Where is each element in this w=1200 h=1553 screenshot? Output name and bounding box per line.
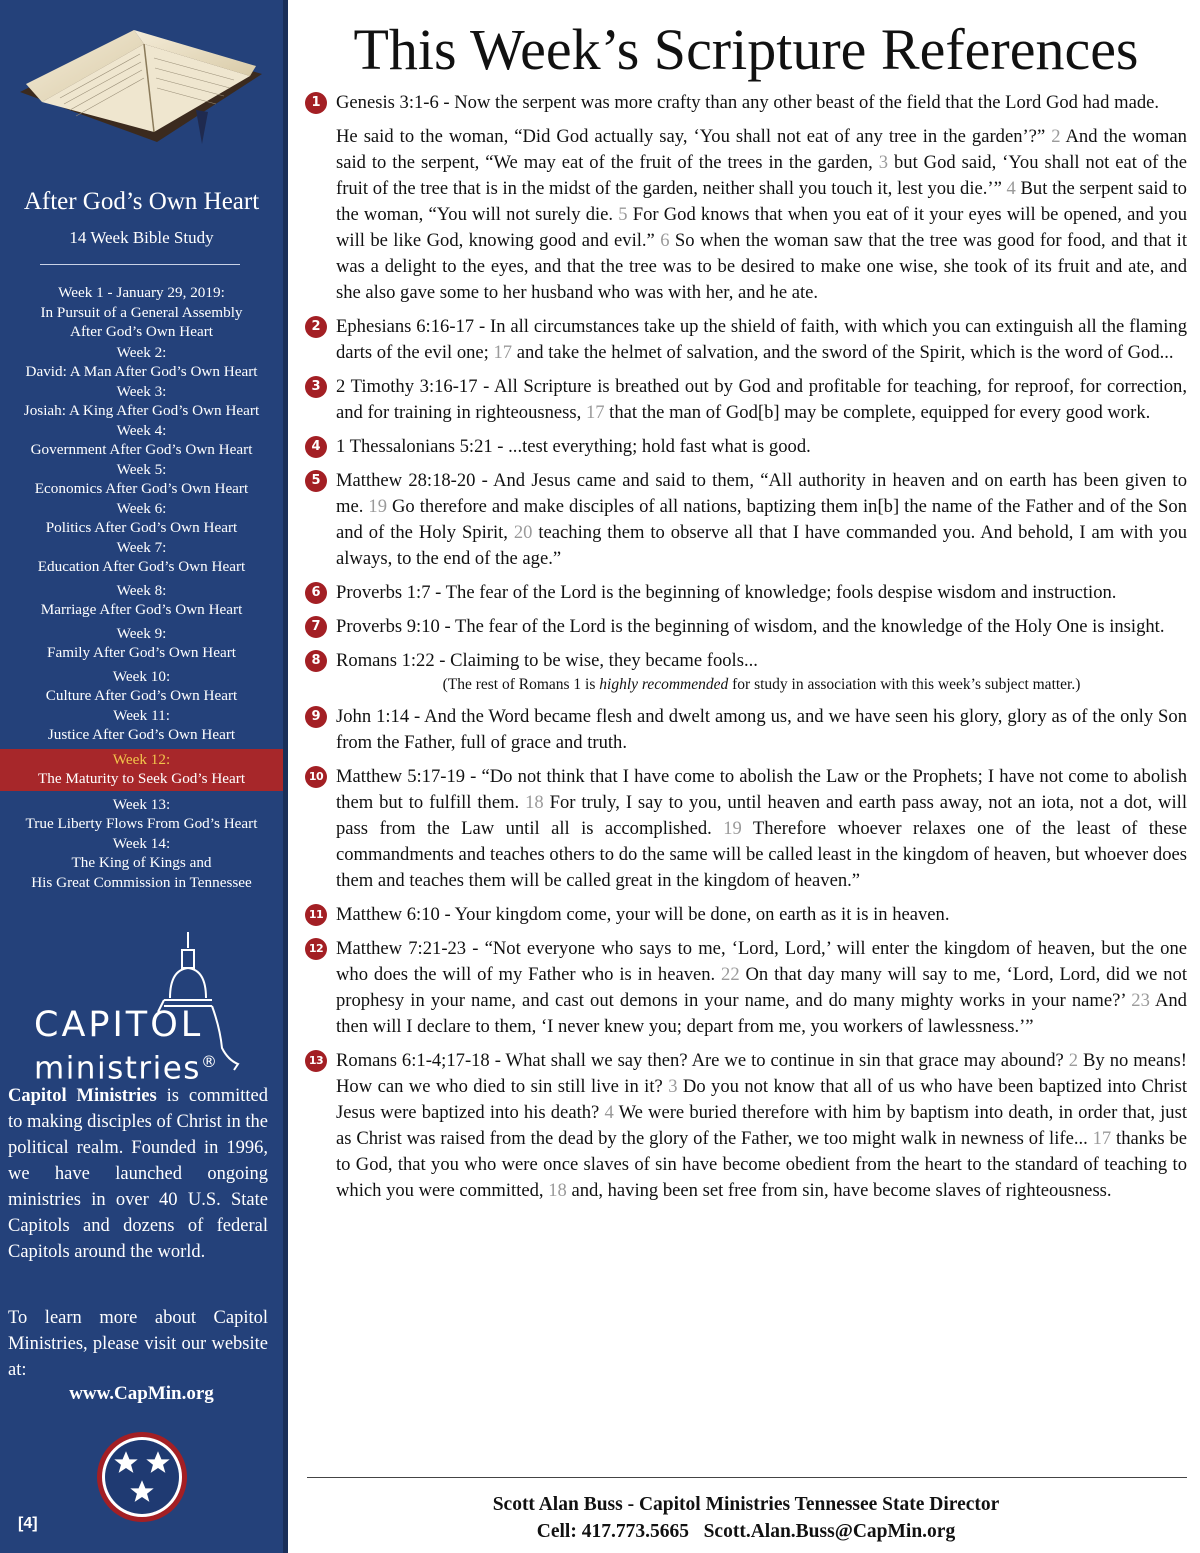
week-label: Week 7: bbox=[116, 538, 167, 556]
week-item[interactable] bbox=[0, 421, 283, 460]
week-item[interactable] bbox=[0, 706, 283, 745]
week-title: True Liberty Flows From God’s Heart bbox=[25, 815, 258, 832]
reference-text bbox=[336, 648, 1187, 674]
verse-text: John 1:14 - And the Word became flesh and dwelt among us, and we have seen his glory, glory as of the only Son from the Father, full of grace and truth. bbox=[336, 706, 1187, 753]
week-title: Education After God’s Own Heart bbox=[37, 558, 246, 575]
reference-number-badge: 13 bbox=[305, 1050, 327, 1072]
verse-number: 17 bbox=[1092, 1128, 1112, 1149]
logo-line1: CAPITOL bbox=[34, 1005, 204, 1045]
verse-text: Therefore whoever relaxes one of the least of these commandments and teaches others to do the same will be called least in the kingdom of heaven, but whoever does them and teaches them will be called great in the kingdom of heaven.” bbox=[336, 818, 1187, 891]
week-title: Josiah: A King After God’s Own Heart bbox=[23, 402, 260, 419]
sidebar-divider bbox=[40, 264, 240, 265]
sidebar bbox=[0, 0, 283, 1553]
week-label: Week 12: bbox=[112, 750, 171, 768]
verse-number: 23 bbox=[1131, 990, 1150, 1011]
week-label: Week 3: bbox=[116, 382, 167, 400]
scripture-reference bbox=[305, 468, 1187, 572]
page-title: This Week’s Scripture References bbox=[353, 17, 1139, 82]
footer-divider bbox=[307, 1477, 1187, 1478]
week-list bbox=[0, 283, 283, 892]
verse-text: 2 Timothy 3:16-17 - All Scripture is breathed out by God and profitable for teaching, for reproof, for correction, and for training in righteousness, bbox=[336, 376, 1187, 423]
week-title: The Maturity to Seek God’s Heart bbox=[37, 770, 246, 787]
logo-line2-text: ministries bbox=[34, 1050, 201, 1087]
ministry-description-text: is committed to making disciples of Christ in the political realm. Founded in 1996, we have launched ongoing ministries in over 40 U.S. State Capitols and dozens of federal Capitols around the world. bbox=[8, 1086, 269, 1262]
week-label: Week 14: bbox=[112, 834, 171, 852]
scripture-reference bbox=[305, 902, 1187, 928]
week-item[interactable] bbox=[0, 834, 283, 893]
week-item[interactable] bbox=[0, 382, 283, 421]
reference-number-badge: 3 bbox=[305, 376, 327, 398]
week-item[interactable] bbox=[0, 460, 283, 499]
note-text: for study in association with this week’s subject matter.) bbox=[728, 676, 1081, 693]
verse-number: 22 bbox=[721, 964, 740, 985]
verse-text: Do you not know that all of us who have been baptized into Christ Jesus were baptized into his death? bbox=[336, 1076, 1187, 1123]
week-item[interactable] bbox=[0, 343, 283, 382]
verse-text: Ephesians 6:16-17 - In all circumstances take up the shield of faith, with which you can extinguish all the flaming darts of the evil one; bbox=[336, 316, 1187, 363]
week-title: The King of Kings and bbox=[71, 854, 212, 871]
scripture-reference bbox=[305, 764, 1187, 894]
reference-text bbox=[336, 614, 1187, 640]
logo-line2 bbox=[34, 1044, 254, 1086]
verse-number: 3 bbox=[878, 152, 889, 173]
reference-text bbox=[336, 764, 1187, 894]
week-item[interactable] bbox=[0, 624, 283, 663]
verse-text: Matthew 6:10 - Your kingdom come, your will be done, on earth as it is in heaven. bbox=[336, 904, 950, 925]
verse-text: But the serpent said to the woman, “You will not surely die. bbox=[336, 178, 1187, 225]
verse-text: For God knows that when you eat of it your eyes will be opened, and you will be like God, knowing good and evil.” bbox=[336, 204, 1187, 251]
reference-text bbox=[336, 90, 1187, 116]
reference-text bbox=[336, 704, 1187, 756]
reference-text bbox=[336, 374, 1187, 426]
verse-text: And then will I declare to them, ‘I never knew you; depart from me, you workers of lawlessness.’” bbox=[336, 990, 1187, 1037]
verse-text: Go therefore and make disciples of all nations, baptizing them in[b] the name of the Father and of the Son and of the Holy Spirit, bbox=[336, 496, 1187, 543]
week-title: Culture After God’s Own Heart bbox=[45, 687, 238, 704]
note-emphasis: highly recommended bbox=[599, 676, 729, 693]
page-number: [4] bbox=[18, 1515, 38, 1532]
week-title: Government After God’s Own Heart bbox=[30, 441, 253, 458]
verse-text: thanks be to God, that you who were once slaves of sin have become obedient from the heart to the standard of teaching to which you were committed, bbox=[336, 1128, 1187, 1201]
scripture-reference-list bbox=[305, 90, 1187, 1212]
verse-number: 17 bbox=[493, 342, 513, 363]
week-title: In Pursuit of a General Assembly bbox=[40, 303, 243, 321]
week-title: David: A Man After God’s Own Heart bbox=[25, 363, 258, 380]
verse-text: and take the helmet of salvation, and the sword of the Spirit, which is the word of God... bbox=[512, 342, 1174, 363]
verse-text: Matthew 28:18-20 - And Jesus came and said to them, “All authority in heaven and on earth has been given to me. bbox=[336, 470, 1187, 517]
week-item[interactable] bbox=[0, 581, 283, 620]
ministry-description bbox=[8, 1083, 268, 1265]
capitol-ministries-logo bbox=[34, 1006, 254, 1086]
study-note bbox=[336, 674, 1187, 696]
reference-number-badge: 2 bbox=[305, 316, 327, 338]
reference-number-badge: 12 bbox=[305, 938, 327, 960]
week-label: Week 11: bbox=[113, 706, 170, 724]
verse-number: 2 bbox=[1068, 1050, 1079, 1071]
scripture-reference bbox=[305, 90, 1187, 306]
week-label: Week 2: bbox=[116, 343, 167, 361]
reference-text bbox=[336, 902, 1187, 928]
reference-number-badge: 8 bbox=[305, 650, 327, 672]
reference-number-badge: 4 bbox=[305, 436, 327, 458]
reference-number-badge: 10 bbox=[305, 766, 327, 788]
verse-number: 6 bbox=[660, 230, 670, 251]
reference-text bbox=[336, 936, 1187, 1040]
contact-footer bbox=[305, 1491, 1187, 1545]
week-label: Week 1 - January 29, 2019: bbox=[58, 284, 225, 301]
week-label: Week 10: bbox=[112, 667, 171, 685]
verse-number: 2 bbox=[1051, 126, 1061, 147]
week-label: Week 9: bbox=[116, 624, 167, 642]
reference-text bbox=[336, 1048, 1187, 1204]
verse-text: So when the woman saw that the tree was good for food, and that it was a delight to the eyes, and that the tree was to be desired to make one wise, she took of its fruit and ate, and she also gave some to her husband who was with her, and he ate. bbox=[336, 230, 1188, 303]
verse-text: that the man of God[b] may be complete, equipped for every good work. bbox=[604, 402, 1151, 423]
learn-more-text: To learn more about Capitol Ministries, please visit our website at: bbox=[8, 1308, 268, 1380]
footer-contact-line: Cell: 417.773.5665 Scott.Alan.Buss@CapMin.org bbox=[536, 1521, 956, 1542]
week-item[interactable] bbox=[0, 499, 283, 538]
verse-text: Matthew 5:17-19 - “Do not think that I have come to abolish the Law or the Prophets; I have not come to abolish them but to fulfill them. bbox=[336, 766, 1187, 813]
scripture-reference bbox=[305, 374, 1187, 426]
website-link[interactable]: www.CapMin.org bbox=[69, 1383, 214, 1404]
reference-text bbox=[336, 580, 1187, 606]
scripture-reference bbox=[305, 648, 1187, 696]
verse-text: Proverbs 1:7 - The fear of the Lord is the beginning of knowledge; fools despise wisdom and instruction. bbox=[336, 582, 1117, 603]
week-item[interactable] bbox=[0, 795, 283, 834]
verse-text: Proverbs 9:10 - The fear of the Lord is the beginning of wisdom, and the knowledge of the Holy One is insight. bbox=[336, 616, 1165, 637]
verse-number: 19 bbox=[723, 818, 742, 839]
note-text: (The rest of Romans 1 is bbox=[442, 676, 600, 693]
week-title: Politics After God’s Own Heart bbox=[45, 519, 238, 536]
sidebar-edge bbox=[283, 0, 288, 1553]
ministry-name: Capitol Ministries bbox=[8, 1086, 157, 1106]
week-title: Family After God’s Own Heart bbox=[47, 644, 236, 661]
footer-name-line: Scott Alan Buss - Capitol Ministries Tennessee State Director bbox=[492, 1494, 1000, 1515]
reference-text bbox=[336, 468, 1187, 572]
verse-text: He said to the woman, “Did God actually say, ‘You shall not eat of any tree in the garden’?” bbox=[336, 126, 1052, 147]
verse-text: We were buried therefore with him by baptism into death, in order that, just as Christ was raised from the dead by the glory of the Father, we too might walk in newness of life... bbox=[336, 1102, 1188, 1149]
verse-text: Genesis 3:1-6 - Now the serpent was more crafty than any other beast of the field that the Lord God had made. bbox=[336, 92, 1160, 113]
scripture-reference bbox=[305, 580, 1187, 606]
week-label: Week 4: bbox=[116, 421, 167, 439]
verse-number: 20 bbox=[513, 522, 533, 543]
open-bible-image bbox=[12, 14, 270, 164]
reference-number-badge: 5 bbox=[305, 470, 327, 492]
verse-text: but God said, ‘You shall not eat of the fruit of the tree that is in the midst of the garden, neither shall you touch it, lest you die.’” bbox=[336, 152, 1187, 199]
reference-text-continued bbox=[336, 124, 1187, 306]
reference-number-badge: 11 bbox=[305, 904, 327, 926]
week-item[interactable] bbox=[0, 667, 283, 706]
study-title: After God’s Own Heart bbox=[23, 188, 260, 215]
reference-text bbox=[336, 434, 1187, 460]
scripture-reference bbox=[305, 314, 1187, 366]
week-title-line2: His Great Commission in Tennessee bbox=[31, 873, 252, 891]
reference-number-badge: 7 bbox=[305, 616, 327, 638]
verse-text: Romans 1:22 - Claiming to be wise, they became fools... bbox=[336, 650, 758, 671]
reference-number-badge: 1 bbox=[305, 92, 327, 114]
verse-number: 4 bbox=[604, 1102, 614, 1123]
week-label: Week 13: bbox=[112, 795, 171, 813]
verse-text: Romans 6:1-4;17-18 - What shall we say then? Are we to continue in sin that grace may abound? bbox=[336, 1050, 1069, 1071]
verse-text: teaching them to observe all that I have commanded you. And behold, I am with you always, to the end of the age.” bbox=[336, 522, 1187, 569]
verse-text: For truly, I say to you, until heaven and earth pass away, not an iota, not a dot, will pass from the Law until all is accomplished. bbox=[336, 792, 1187, 839]
week-title: Economics After God’s Own Heart bbox=[34, 480, 249, 497]
week-item[interactable] bbox=[0, 283, 283, 342]
reference-number-badge: 9 bbox=[305, 706, 327, 728]
verse-number: 4 bbox=[1006, 178, 1016, 199]
study-subtitle: 14 Week Bible Study bbox=[69, 228, 214, 247]
registered-mark: ® bbox=[200, 1052, 219, 1071]
verse-number: 3 bbox=[668, 1076, 678, 1097]
scripture-reference bbox=[305, 704, 1187, 756]
verse-text: 1 Thessalonians 5:21 - ...test everything; hold fast what is good. bbox=[336, 436, 811, 457]
week-title-line2: After God’s Own Heart bbox=[70, 323, 213, 340]
reference-number-badge: 6 bbox=[305, 582, 327, 604]
week-item-active[interactable] bbox=[0, 749, 283, 791]
verse-number: 18 bbox=[548, 1180, 567, 1201]
verse-number: 17 bbox=[585, 402, 605, 423]
week-label: Week 6: bbox=[116, 499, 167, 517]
week-title: Marriage After God’s Own Heart bbox=[40, 601, 243, 618]
verse-number: 5 bbox=[618, 204, 628, 225]
week-item[interactable] bbox=[0, 538, 283, 577]
verse-number: 18 bbox=[525, 792, 544, 813]
verse-text: And the woman said to the serpent, “We may eat of the fruit of the trees in the garden, bbox=[336, 126, 1187, 173]
verse-number: 19 bbox=[368, 496, 387, 517]
scripture-reference bbox=[305, 1048, 1187, 1204]
verse-text: Matthew 7:21-23 - “Not everyone who says to me, ‘Lord, Lord,’ will enter the kingdom of heaven, but the one who does the will of my Father who is in heaven. bbox=[336, 938, 1187, 985]
verse-text: By no means! How can we who died to sin still live in it? bbox=[336, 1050, 1187, 1097]
week-label: Week 5: bbox=[116, 460, 167, 478]
tennessee-tristar-seal-icon bbox=[95, 1430, 189, 1524]
scripture-reference bbox=[305, 614, 1187, 640]
reference-text bbox=[336, 314, 1187, 366]
week-label: Week 8: bbox=[116, 581, 167, 599]
scripture-reference bbox=[305, 434, 1187, 460]
verse-text: and, having been set free from sin, have become slaves of righteousness. bbox=[566, 1180, 1112, 1201]
scripture-reference bbox=[305, 936, 1187, 1040]
week-title: Justice After God’s Own Heart bbox=[47, 726, 236, 743]
verse-text: On that day many will say to me, ‘Lord, Lord, did we not prophesy in your name, and cast out demons in your name, and do many mighty works in your name?’ bbox=[336, 964, 1187, 1011]
